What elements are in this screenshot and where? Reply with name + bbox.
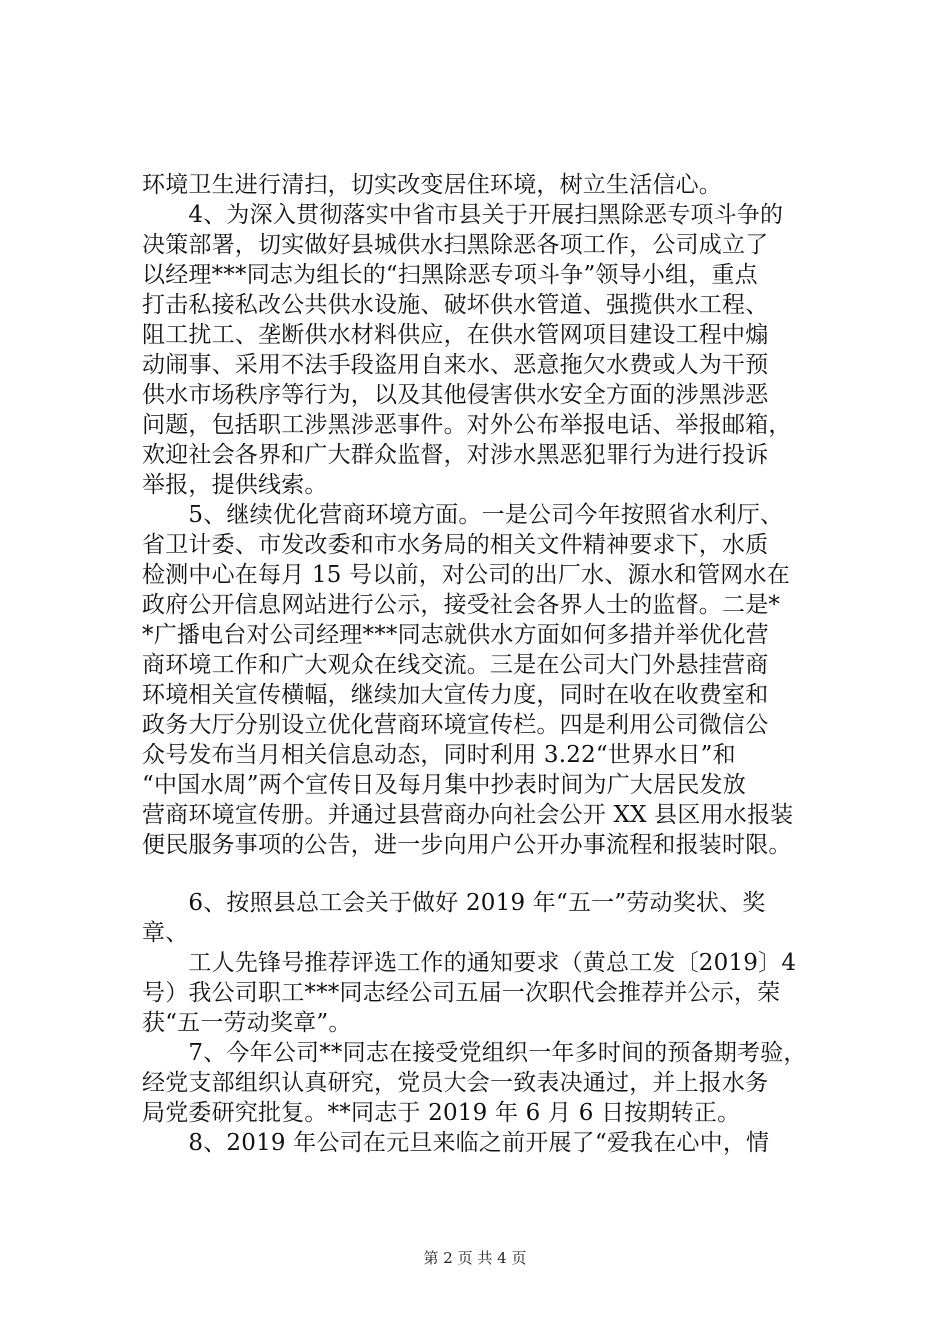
text-line: 政务大厅分别设立优化营商环境宣传栏。四是利用公司微信公 — [142, 712, 769, 738]
text-line: “中国水周”两个宣传日及每月集中抄表时间为广大居民发放 — [142, 772, 746, 798]
text-line: 章、 — [142, 920, 189, 946]
text-line: 举报，提供线索。 — [142, 472, 328, 498]
text-line: 6、按照县总工会关于做好 2019 年“五一”劳动奖状、奖 — [142, 890, 766, 916]
text-line: 动闹事、采用不法手段盗用自来水、恶意拖欠水费或人为干预 — [142, 352, 769, 378]
text-line: 环境卫生进行清扫，切实改变居住环境，树立生活信心。 — [142, 172, 722, 198]
text-line: 8、2019 年公司在元旦来临之前开展了“爱我在心中，情 — [142, 1130, 770, 1156]
text-line: 打击私接私改公共供水设施、破坏供水管道、强揽供水工程、 — [142, 292, 769, 318]
text-line: 获“五一劳动奖章”。 — [142, 1010, 352, 1036]
text-line: 阻工扰工、垄断供水材料供应，在供水管网项目建设工程中煽 — [142, 322, 769, 348]
text-line: 4、为深入贯彻落实中省市县关于开展扫黑除恶专项斗争的 — [142, 202, 784, 228]
text-line: 工人先锋号推荐评选工作的通知要求（黄总工发〔2019〕4 — [142, 950, 797, 976]
text-line: 欢迎社会各界和广大群众监督，对涉水黑恶犯罪行为进行投诉 — [142, 442, 769, 468]
text-line: 决策部署，切实做好县城供水扫黑除恶各项工作，公司成立了 — [142, 232, 769, 258]
text-line: 号）我公司职工***同志经公司五届一次职代会推荐并公示，荣 — [142, 980, 781, 1006]
text-line: 环境相关宣传横幅，继续加大宣传力度，同时在收在收费室和 — [142, 682, 769, 708]
text-line: 检测中心在每月 15 号以前，对公司的出厂水、源水和管网水在 — [142, 562, 790, 588]
text-line: 7、今年公司**同志在接受党组织一年多时间的预备期考验， — [142, 1040, 807, 1066]
text-line: 5、继续优化营商环境方面。一是公司今年按照省水利厅、 — [142, 502, 784, 528]
text-line: *广播电台对公司经理***同志就供水方面如何多措并举优化营 — [142, 622, 769, 648]
text-line: 众号发布当月相关信息动态，同时利用 3.22“世界水日”和 — [142, 742, 736, 768]
text-line: 营商环境宣传册。并通过县营商办向社会公开 XX 县区用水报装 — [142, 802, 794, 828]
text-line: 以经理***同志为组长的“扫黑除恶专项斗争”领导小组，重点 — [142, 262, 758, 288]
text-line: 省卫计委、市发改委和市水务局的相关文件精神要求下，水质 — [142, 532, 769, 558]
text-line: 经党支部组织认真研究，党员大会一致表决通过，并上报水务 — [142, 1070, 769, 1096]
page-footer: 第 2 页 共 4 页 — [423, 1249, 527, 1267]
text-line: 问题，包括职工涉黑涉恶事件。对外公布举报电话、举报邮箱， — [142, 412, 792, 438]
text-line: 政府公开信息网站进行公示，接受社会各界人士的监督。二是* — [142, 592, 781, 618]
text-line: 便民服务事项的公告，进一步向用户公开办事流程和报装时限。 — [142, 832, 792, 858]
text-line: 商环境工作和广大观众在线交流。三是在公司大门外悬挂营商 — [142, 652, 769, 678]
text-line: 供水市场秩序等行为，以及其他侵害供水安全方面的涉黑涉恶 — [142, 382, 769, 408]
text-line: 局党委研究批复。**同志于 2019 年 6 月 6 日按期转正。 — [142, 1100, 741, 1126]
